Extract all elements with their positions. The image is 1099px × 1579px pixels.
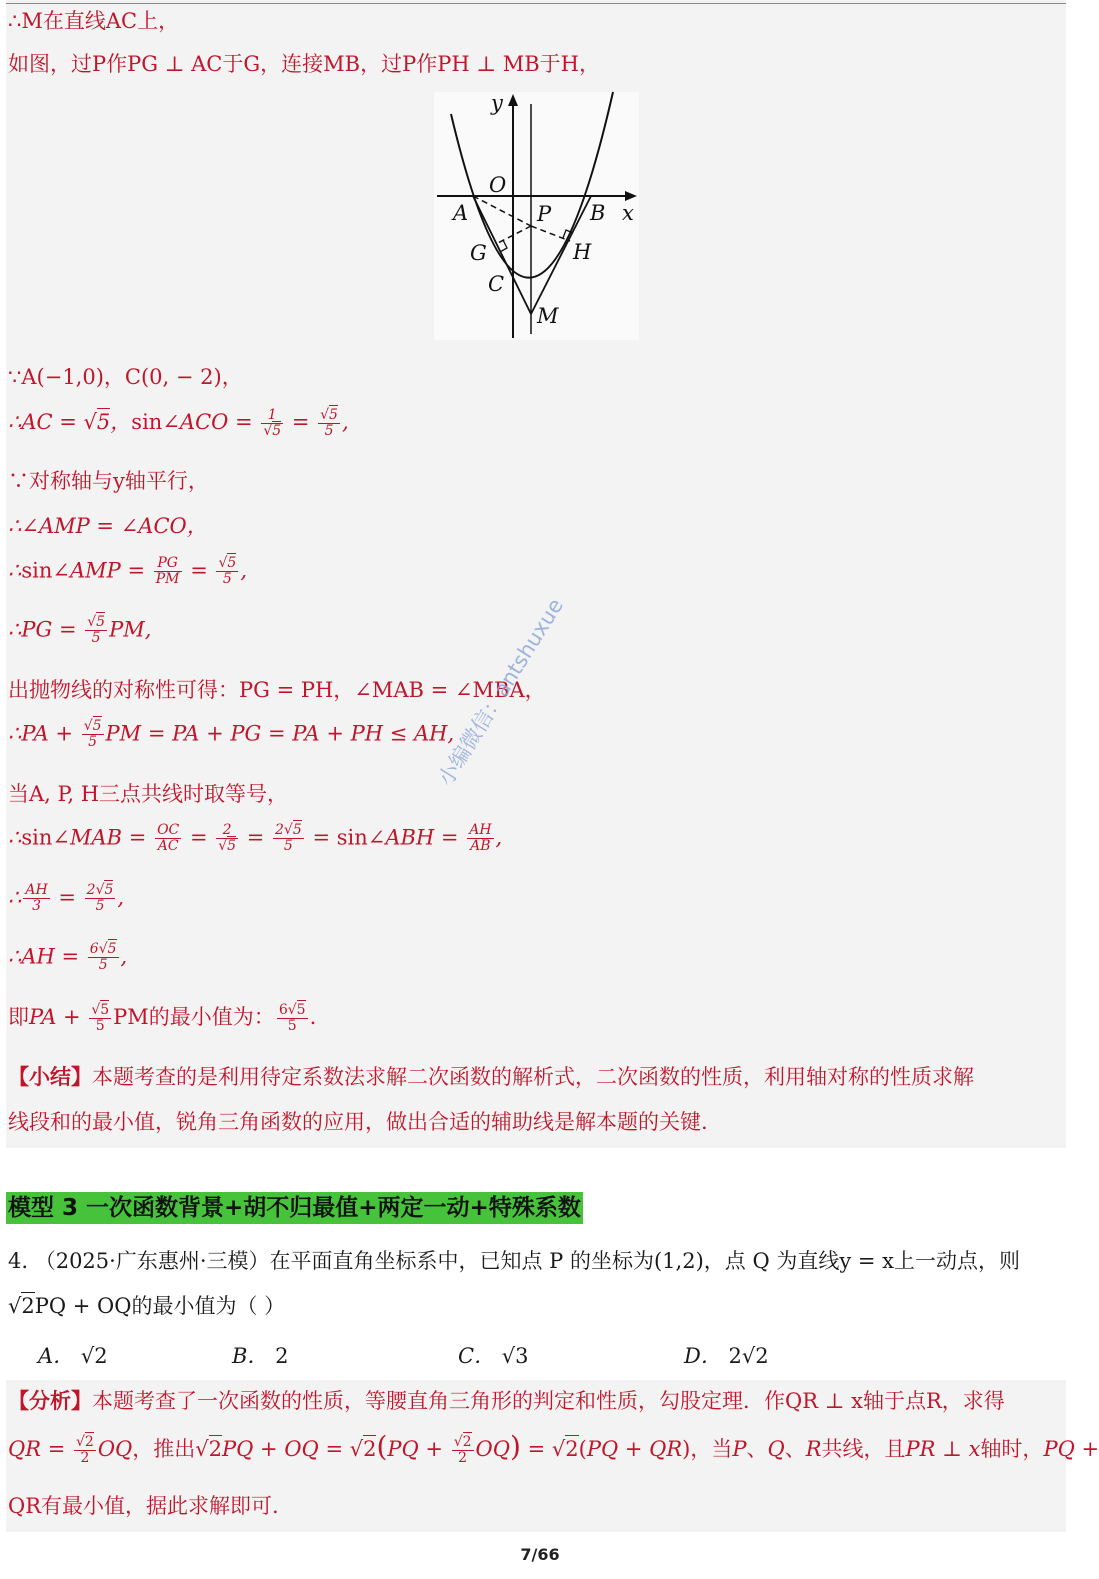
text-line-7: ∴sin∠AMP = $\frac{PG}{PM}$ = $\frac{√5}{5}$ , <box>8 555 247 588</box>
label-A: A <box>453 201 469 225</box>
top-rule <box>6 3 1066 4</box>
analysis-line-1: 【分析】本题考查了一次函数的性质，等腰直角三角形的判定和性质，勾股定理．作QR ⊥ x轴于点R，求得 <box>8 1388 1005 1413</box>
choice-b: B． 2 <box>232 1344 289 1368</box>
analysis-line-2: QR = $\frac{√2}{2}$ OQ，推出√2PQ + OQ = √2(PQ + $\frac{√2}{2}$ OQ) = √2(PQ + QR)，当P、Q、R共线，且PR ⊥ x轴时，PQ + <box>8 1430 1099 1466</box>
label-O: O <box>489 173 507 197</box>
text-line-9: 出抛物线的对称性可得：PG = PH，∠MAB = ∠MBA， <box>8 678 546 702</box>
label-G: G <box>470 241 487 265</box>
choice-a: A． √2 <box>38 1344 108 1368</box>
page-number: 7/66 <box>520 1545 560 1564</box>
text-line-3: ∵A(−1,0)，C(0, − 2)， <box>8 365 243 389</box>
watermark: 小编微信：antshuxue <box>433 594 569 790</box>
summary-line-2: 线段和的最小值，锐角三角函数的应用，做出合适的辅助线是解本题的关键. <box>8 1110 708 1134</box>
label-C: C <box>488 272 505 296</box>
text-line-14: ∴AH = $\frac{6√5}{5}$ , <box>8 941 128 974</box>
text-line-2: 如图，过P作PG ⊥ AC于G，连接MB，过P作PH ⊥ MB于H， <box>8 52 600 76</box>
question-line-2: √2PQ + OQ的最小值为（ ） <box>8 1294 286 1318</box>
choice-c: C． √3 <box>458 1344 529 1368</box>
text-line-13: ∴ $\frac{AH}{3}$ = $\frac{2√5}{5}$ , <box>8 882 125 915</box>
text-line-12: ∴sin∠MAB = $\frac{OC}{AC}$ = $\frac{2}{√5}$ = $\frac{2√5}{5}$ = sin∠ABH = $\frac{AH}{AB}$ , <box>8 822 503 855</box>
section-heading: 模型 3 一次函数背景+胡不归最值+两定一动+特殊系数 <box>6 1192 583 1224</box>
text-line-15: 即PA + $\frac{√5}{5}$ PM的最小值为： $\frac{6√5}{5}$ . <box>8 1001 317 1034</box>
x-axis-arrow <box>625 191 637 201</box>
label-B: B <box>590 201 606 225</box>
segment-AP <box>473 196 531 226</box>
label-P: P <box>537 202 552 226</box>
label-x: x <box>622 201 634 225</box>
label-y: y <box>491 91 503 115</box>
label-H: H <box>573 240 592 264</box>
text-line-8: ∴PG = $\frac{√5}{5}$ PM, <box>8 614 152 647</box>
analysis-line-3: QR有最小值，据此求解即可. <box>8 1494 279 1518</box>
question-line-1: 4. （2025·广东惠州·三模）在平面直角坐标系中，已知点 P 的坐标为(1,2)，点 Q 为直线y = x上一动点，则 <box>8 1249 1020 1273</box>
label-M: M <box>537 304 559 328</box>
parabola-figure <box>434 92 639 340</box>
text-line-11: 当A, P, H三点共线时取等号， <box>8 782 289 806</box>
y-axis-arrow <box>508 94 518 106</box>
text-line-5: ∵对称轴与y轴平行， <box>8 469 209 493</box>
text-line-10: ∴PA + $\frac{√5}{5}$ PM = PA + PG = PA + PH ≤ AH, <box>8 718 455 751</box>
text-line-1: ∴M在直线AC上， <box>8 9 180 33</box>
text-line-6: ∴∠AMP = ∠ACO， <box>8 514 208 538</box>
summary-line-1: 【小结】本题考查的是利用待定系数法求解二次函数的解析式，二次函数的性质，利用轴对称的性质求解 <box>8 1064 974 1089</box>
choice-d: D． 2√2 <box>684 1344 769 1368</box>
text-line-4: ∴AC = √5，sin∠ACO = $\frac{1}{√5}$ = $\frac{√5}{5}$ , <box>8 406 349 439</box>
